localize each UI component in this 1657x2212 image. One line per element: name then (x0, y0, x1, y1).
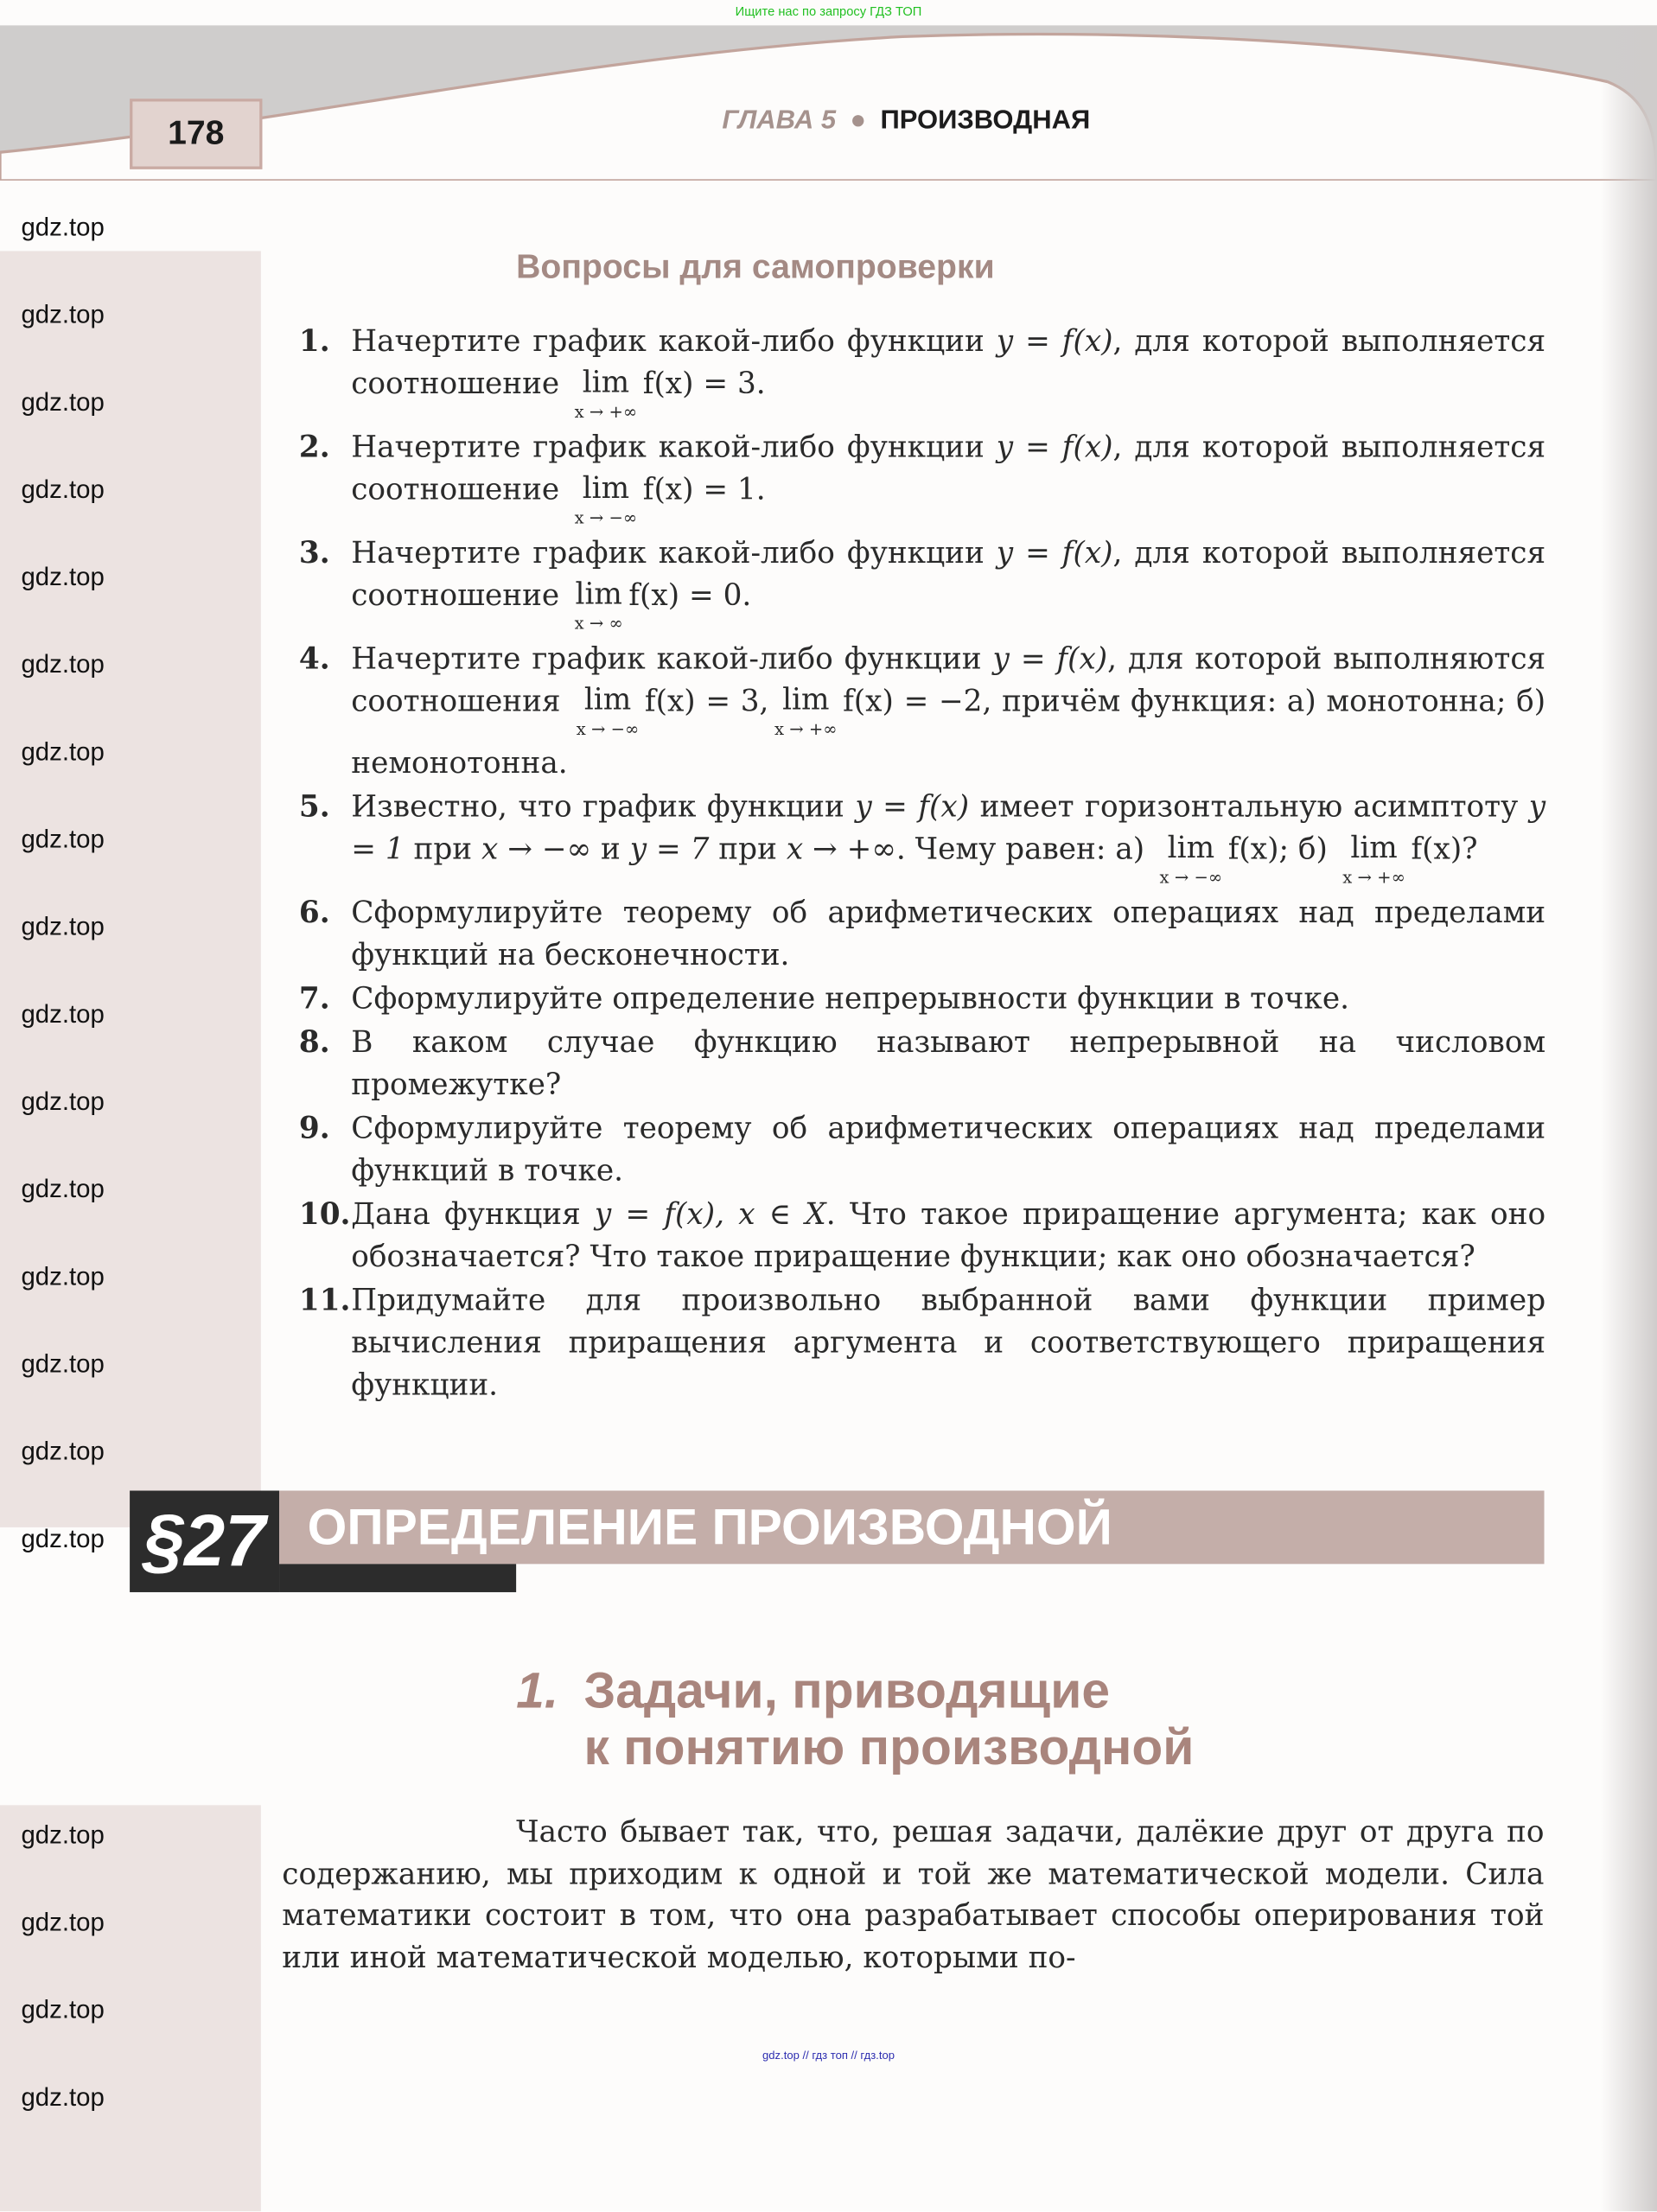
watermark: gdz.top (21, 1175, 105, 1203)
math-expression: y = f(x) (996, 535, 1113, 571)
question-text (351, 1193, 1545, 1278)
watermark: gdz.top (21, 999, 105, 1029)
subsection-number: 1. (516, 1661, 559, 1719)
question-text (351, 532, 1545, 636)
chapter-title: ПРОИЗВОДНАЯ (880, 105, 1091, 136)
bullet-icon: ● (850, 105, 867, 136)
lim-word: lim (1167, 830, 1215, 865)
question-item (299, 786, 1545, 890)
math-expression: y = f(x) (992, 641, 1108, 676)
subsection-line1: Задачи, приводящие (583, 1661, 1111, 1719)
text-segment: Начертите график какой-либо функции (351, 430, 997, 464)
question-number: 1. (298, 322, 330, 359)
text-segment: Сформулируйте определение непрерывности функции в точке. (351, 981, 1350, 1016)
lim-word: lim (582, 365, 630, 399)
lim-word: lim (782, 682, 830, 717)
text-segment: б) (1288, 832, 1337, 866)
body-paragraph: Часто бывает так, что, решая задачи, далёкие друг от друга по содержанию, мы приходим к одной и той же математической модели. Сила математики состоит в том, что она разрабатывает способы оперирования той или иной математической моделью, которыми по- (282, 1814, 1545, 1974)
subsection-heading (516, 1663, 1657, 1776)
question-number: 3. (298, 534, 330, 571)
limit-expression (575, 574, 623, 636)
question-text (351, 426, 1545, 531)
watermark: gdz.top (21, 1524, 105, 1553)
limit-body: f(x) = 3. (642, 367, 766, 401)
watermark: gdz.top (21, 737, 105, 766)
text-segment: В каком случае функцию называют непрерывной на числовом промежутке? (351, 1025, 1546, 1102)
chapter-label: ГЛАВА 5 (722, 105, 837, 136)
lim-subscript: x → −∞ (1159, 867, 1223, 888)
watermark: gdz.top (21, 300, 105, 329)
question-text (351, 786, 1545, 890)
text-segment: , для которой выполняется соотношение (351, 535, 1546, 613)
math-expression: y = f(x) (996, 430, 1113, 464)
math-expression: x → +∞ (786, 832, 896, 866)
limit-expression (577, 679, 640, 742)
question-text (351, 637, 1545, 784)
text-segment: при (404, 832, 482, 866)
math-expression: y = 7 (629, 832, 710, 866)
limit-body: f(x) = 3, (644, 684, 769, 718)
watermark: gdz.top (21, 1437, 105, 1466)
question-item (299, 532, 1545, 636)
text-segment: Сформулируйте теорему об арифметических операциях над пределами функций на бесконечности. (351, 896, 1546, 972)
question-item (299, 978, 1545, 1020)
watermark: gdz.top (21, 1087, 105, 1116)
text-segment: Начертите график какой-либо функции (351, 324, 997, 359)
lim-subscript: x → +∞ (1342, 867, 1405, 888)
lim-subscript: x → ∞ (574, 613, 623, 634)
question-item (299, 1279, 1545, 1406)
paragraph-title: ОПРЕДЕЛЕНИЕ ПРОИЗВОДНОЙ (279, 1490, 1544, 1564)
question-item (299, 1021, 1545, 1106)
watermark: gdz.top (21, 475, 105, 504)
question-item (299, 426, 1545, 531)
question-number: 11. (298, 1282, 351, 1317)
question-text (351, 1279, 1545, 1406)
lim-word: lim (1350, 830, 1398, 865)
math-expression: y = f(x) (996, 324, 1113, 359)
math-expression: y = 1 (351, 789, 1546, 866)
paragraph-banner (130, 1490, 1544, 1591)
lim-subscript: x → +∞ (774, 719, 838, 739)
footer-links[interactable]: gdz.top // гдз топ // гдз.top (762, 2049, 895, 2062)
text-segment: , для которой выполняется соотношение (351, 430, 1546, 507)
limit-body: f(x) = 1. (642, 472, 766, 507)
watermark: gdz.top (21, 912, 105, 941)
question-number: 10. (298, 1195, 351, 1232)
text-segment: Известно, что график функции (351, 789, 856, 824)
question-number: 5. (298, 788, 330, 824)
watermark: gdz.top (21, 1262, 105, 1291)
watermark: gdz.top (21, 213, 105, 241)
watermark: gdz.top (21, 1349, 105, 1378)
math-expression: x → −∞ (481, 832, 592, 866)
watermark: gdz.top (21, 387, 105, 417)
lim-word: lim (583, 682, 632, 717)
text-segment: Начертите график какой-либо функции (351, 641, 993, 676)
question-number: 2. (298, 428, 330, 464)
limit-expression (575, 362, 638, 424)
watermark: gdz.top (21, 1908, 105, 1937)
text-segment: имеет горизонтальную асимптоту (969, 789, 1529, 824)
watermark: gdz.top (21, 1995, 105, 2024)
text-segment: Сформулируйте теорему об арифметических операциях над пределами функций в точке. (351, 1111, 1546, 1188)
text-segment: , для которой выполняются соотношения (351, 641, 1546, 718)
math-expression: y = f(x) (855, 789, 970, 824)
watermark: gdz.top (21, 825, 105, 854)
question-item (299, 891, 1545, 976)
subsection-line2: к понятию производной (583, 1718, 1195, 1776)
text-segment: причём функция: а) монотонна; б) немонотонна. (351, 684, 1546, 781)
lim-word: lim (582, 470, 630, 506)
question-item (299, 1193, 1545, 1278)
question-text (351, 891, 1545, 976)
page-number: 178 (130, 99, 262, 169)
question-number: 9. (298, 1109, 330, 1145)
question-number: 6. (298, 894, 330, 930)
top-note[interactable]: Ищите нас по запросу ГДЗ ТОП (735, 3, 922, 19)
limit-expression (575, 469, 638, 531)
text-segment: . Что такое приращение аргумента; как оно обозначается? Что такое приращение функции; как оно обозначается? (351, 1197, 1546, 1274)
question-list (299, 320, 1545, 1406)
watermark: gdz.top (21, 562, 105, 591)
section-heading: Вопросы для самопроверки (516, 248, 995, 287)
text-segment: Придумайте для произвольно выбранной вами функции пример вычисления приращения аргумента и соответствующего приращения функции. (351, 1283, 1546, 1402)
text-segment: Начертите график какой-либо функции (351, 535, 997, 571)
text-segment: и (591, 832, 630, 866)
banner-underline (279, 1564, 516, 1592)
lim-subscript: x → −∞ (574, 507, 638, 528)
question-item (299, 320, 1545, 424)
text-segment: . Чему равен: а) (895, 832, 1155, 866)
question-item (299, 637, 1545, 784)
limit-body: f(x) = −2, (843, 684, 992, 718)
watermark: gdz.top (21, 650, 105, 679)
watermark: gdz.top (21, 1820, 105, 1849)
question-number: 8. (298, 1023, 330, 1060)
limit-expression (1160, 828, 1223, 890)
limit-expression (774, 679, 838, 742)
math-expression: y = f(x), x ∈ X (594, 1197, 826, 1232)
question-text (351, 1021, 1545, 1106)
question-text (351, 978, 1545, 1020)
watermark: gdz.top (21, 2082, 105, 2112)
question-number: 7. (298, 979, 330, 1016)
limit-expression (1342, 828, 1405, 890)
question-text (351, 1107, 1545, 1192)
text-segment: , для которой выполняется соотношение (351, 324, 1546, 401)
lim-subscript: x → −∞ (576, 719, 640, 739)
limit-body: f(x) = 0. (628, 577, 752, 613)
limit-body: f(x); (1227, 832, 1289, 866)
text-segment: Дана функция (351, 1197, 595, 1232)
lim-subscript: x → +∞ (574, 401, 638, 422)
lim-word: lim (575, 577, 622, 611)
text-segment: при (709, 832, 787, 866)
question-item (299, 1107, 1545, 1192)
question-text (351, 320, 1545, 424)
question-number: 4. (298, 640, 330, 676)
limit-body: f(x)? (1411, 832, 1478, 866)
paragraph-number: §27 (130, 1490, 279, 1591)
